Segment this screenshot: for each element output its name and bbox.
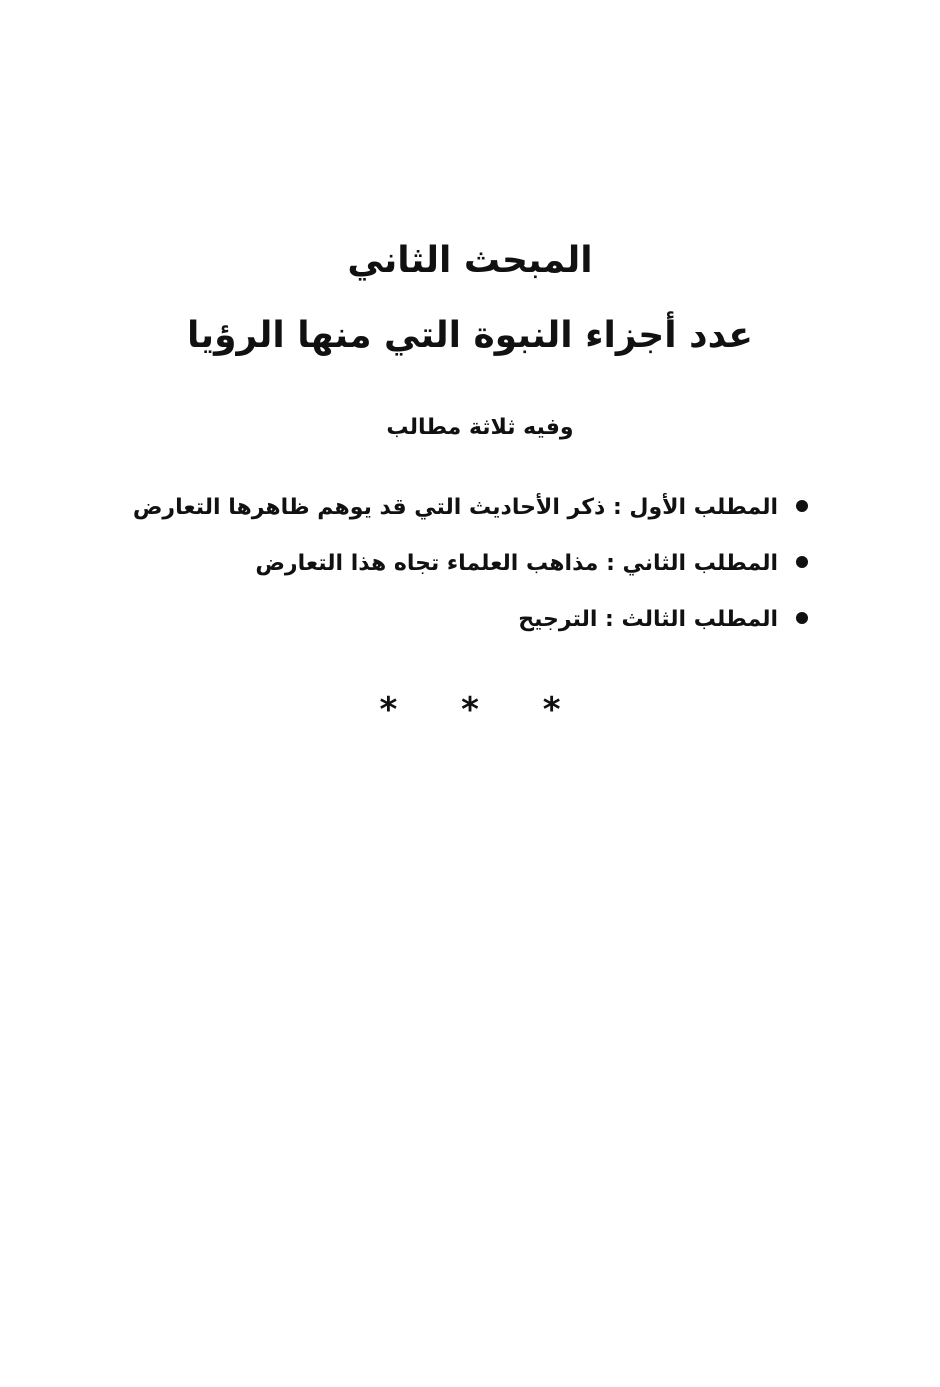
sections-list	[132, 486, 808, 654]
list-item	[168, 542, 808, 598]
chapter-title: المبحث الثاني	[347, 240, 593, 281]
chapter-subtitle: عدد أجزاء النبوة التي منها الرؤيا	[187, 315, 753, 356]
section-text: المطلب الثالث : الترجيح	[518, 607, 778, 632]
intro-text: وفيه ثلاثة مطالب	[386, 415, 574, 440]
section-text: المطلب الأول : ذكر الأحاديث التي قد يوهم ظاهرها التعارض	[132, 495, 778, 520]
section-separator: * * *	[379, 690, 587, 730]
bullet-icon	[796, 612, 808, 624]
bullet-icon	[796, 500, 808, 512]
section-text: المطلب الثاني : مذاهب العلماء تجاه هذا التعارض	[255, 551, 778, 576]
list-item	[132, 486, 808, 542]
bullet-icon	[796, 556, 808, 568]
list-item	[168, 598, 808, 654]
